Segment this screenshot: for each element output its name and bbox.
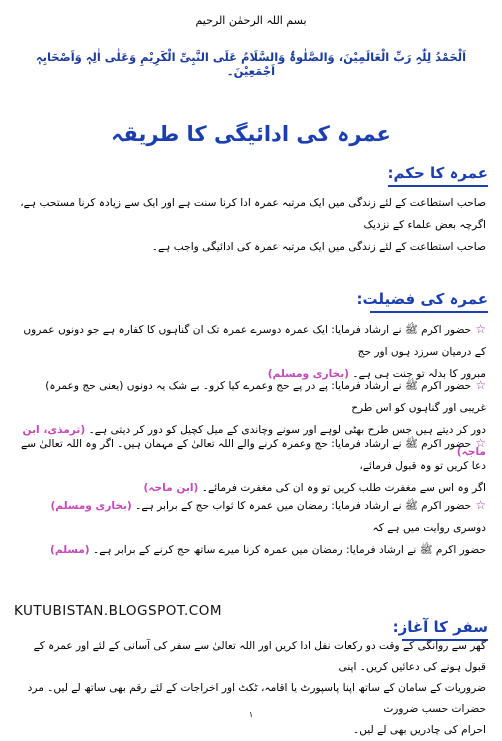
hadith-text: مبرور کا بدلہ تو جنت ہی ہے۔ [352, 368, 486, 380]
hukm-line: صاحب استطاعت کے لئے زندگی میں ایک مرتبہ عمرہ کی ادائیگی واجب ہے۔ [151, 241, 486, 253]
hukm-paragraph [16, 192, 486, 258]
reference-label: (مسلم) [49, 544, 90, 556]
hadith-text: حضور اکرم ﷺ نے ارشاد فرمایا: حج وعمرہ کرنے والے اللہ تعالیٰ کے مہمان ہیں۔ اگر وہ اللہ تعالیٰ سے دعا کریں تو وہ قبول فرمائے، [20, 438, 486, 472]
star-icon: ☆ [475, 378, 486, 392]
bismillah: بسم اللہ الرحمٰن الرحیم [195, 14, 307, 27]
safar-line: احرام کی چادریں بھی لے لیں۔ [353, 724, 486, 736]
section-heading-hukm: عمرہ کا حکم: [387, 164, 488, 182]
page-number: ۱ [248, 710, 254, 719]
hadith-item-4 [16, 494, 486, 561]
hadith-text: دوسری روایت میں ہے کہ [372, 522, 486, 534]
page-title: عمرہ کی ادائیگی کا طریقہ [111, 122, 391, 146]
reference-label: (بخاری ومسلم) [267, 368, 350, 380]
star-icon: ☆ [475, 498, 486, 512]
star-icon: ☆ [475, 436, 486, 450]
hadith-text: اگر وہ اس سے مغفرت طلب کریں تو وہ ان کی مغفرت فرمائے۔ [201, 482, 486, 494]
blog-url[interactable]: KUTUBISTAN.BLOGSPOT.COM [14, 603, 222, 619]
safar-line: گھر سے روانگی کے وقت دو رکعات نفل ادا کریں اور اللہ تعالیٰ سے سفر کی آسانی کے لئے اور عمرہ کے قبول ہونے کی دعائیں کریں۔ اپنی [33, 640, 486, 673]
hadith-text: حضور اکرم ﷺ نے ارشاد فرمایا: رمضان میں عمرہ کا ثواب حج کے برابر ہے۔ [135, 500, 472, 512]
hadith-text: حضور اکرم ﷺ نے ارشاد فرمایا: پے در پے حج وعمرے کیا کرو۔ بے شک یہ دونوں (یعنی حج وعمرہ) غریبی اور گناہوں کو اس طرح [45, 380, 486, 414]
safar-paragraph [16, 636, 486, 741]
hadith-text: دور کر دیتے ہیں جس طرح بھٹی لوہے اور سونے وچاندی کے میل کچیل کو دور کر دیتی ہے۔ [88, 424, 486, 436]
reference-label: (بخاری ومسلم) [50, 500, 132, 512]
section-heading-safar: سفر کا آغاز: [392, 618, 488, 636]
reference-label: (ترمذی، ابن ماجہ) [22, 424, 486, 458]
opening-dua: اَلْحَمْدُ لِلّٰہِ رَبِّ الْعَالَمِیْنَ، وَالصَّلٰوۃُ وَالسَّلَامُ عَلَی النَّبِیِّ الْکَرِیْمِ وَعَلٰی اٰلِہٖ وَاَصْحَابِہٖ اَجْمَعِیْنَ۔ [35, 50, 467, 78]
safar-line: ضروریات کے سامان کے ساتھ اپنا پاسپورٹ یا اقامہ، ٹکٹ اور اخراجات کے لئے رقم بھی ساتھ لے لیں۔ مرد حضرات حسب ضرورت [27, 682, 486, 715]
star-icon: ☆ [475, 322, 486, 336]
reference-label: (ابن ماجہ) [143, 482, 199, 494]
section-heading-fazeelat: عمرہ کی فضیلت: [356, 290, 488, 308]
hadith-text: حضور اکرم ﷺ نے ارشاد فرمایا: ایک عمرہ دوسرے عمرہ تک ان گناہوں کا کفارہ ہے جو دونوں عمروں کے درمیان سرزد ہوں اور حج [23, 324, 486, 358]
heading-underline [388, 185, 488, 187]
hukm-line: صاحب استطاعت کے لئے زندگی میں ایک مرتبہ عمرہ ادا کرنا سنت ہے اور ایک سے زیادہ کرنا مستحب ہے، اگرچہ بعض علماء کے نزدیک [20, 197, 486, 231]
hadith-text: حضور اکرم ﷺ نے ارشاد فرمایا: رمضان میں عمرہ کرنا میرے ساتھ حج کرنے کے برابر ہے۔ [93, 544, 486, 556]
heading-underline [370, 311, 488, 313]
hadith-item-3 [16, 432, 486, 499]
